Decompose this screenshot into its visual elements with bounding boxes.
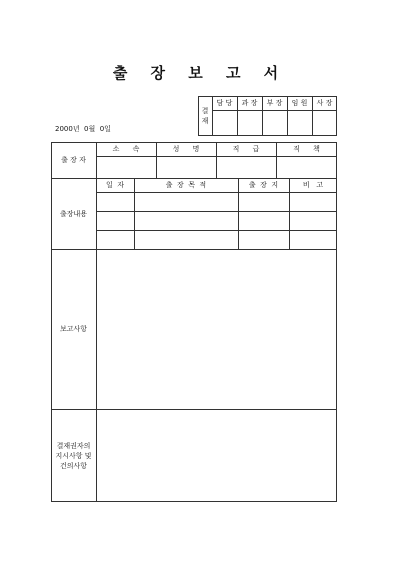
report-content-area[interactable] bbox=[97, 250, 336, 408]
traveler-rank-field[interactable] bbox=[217, 157, 275, 177]
traveler-section-label: 출 장 자 bbox=[61, 156, 86, 164]
traveler-affiliation-field[interactable] bbox=[97, 157, 155, 177]
instructions-content-area[interactable] bbox=[97, 410, 336, 501]
details-header-date: 일 자 bbox=[106, 181, 124, 189]
details-header-purpose: 출 장 목 적 bbox=[165, 181, 207, 189]
approval-role-dept-head: 부 장 bbox=[266, 99, 283, 107]
report-section-label: 보고사항 bbox=[59, 325, 88, 333]
traveler-header-affiliation: 소 속 bbox=[112, 145, 140, 153]
approval-role-staff: 담 당 bbox=[216, 99, 233, 107]
details-row[interactable] bbox=[97, 193, 336, 210]
approval-sign-dept-head[interactable] bbox=[262, 111, 287, 136]
details-header-destination: 출 장 지 bbox=[248, 181, 279, 189]
approval-sign-executive[interactable] bbox=[287, 111, 312, 136]
approval-sign-staff[interactable] bbox=[212, 111, 237, 136]
traveler-header-rank: 직 급 bbox=[232, 145, 260, 153]
report-date: 2000년 0월 0일 bbox=[55, 125, 111, 133]
details-row[interactable] bbox=[97, 212, 336, 229]
page-title: 출 장 보 고 서 bbox=[112, 64, 288, 82]
details-header-remarks: 비 고 bbox=[302, 181, 324, 189]
instructions-section-label: 결재권자의 지시사항 및 건의사항 bbox=[55, 441, 92, 470]
traveler-header-position: 직 책 bbox=[293, 145, 320, 153]
approval-label: 결 재 bbox=[201, 107, 209, 125]
approval-sign-president[interactable] bbox=[312, 111, 337, 136]
details-section-label: 출장내용 bbox=[59, 209, 88, 218]
traveler-position-field[interactable] bbox=[277, 157, 336, 177]
approval-role-section-chief: 과 장 bbox=[241, 99, 258, 107]
approval-sign-section-chief[interactable] bbox=[237, 111, 262, 136]
traveler-header-name: 성 명 bbox=[172, 145, 200, 153]
approval-role-president: 사 장 bbox=[316, 99, 333, 107]
traveler-name-field[interactable] bbox=[157, 157, 215, 177]
details-row[interactable] bbox=[97, 231, 336, 248]
approval-role-executive: 임 원 bbox=[291, 99, 308, 107]
